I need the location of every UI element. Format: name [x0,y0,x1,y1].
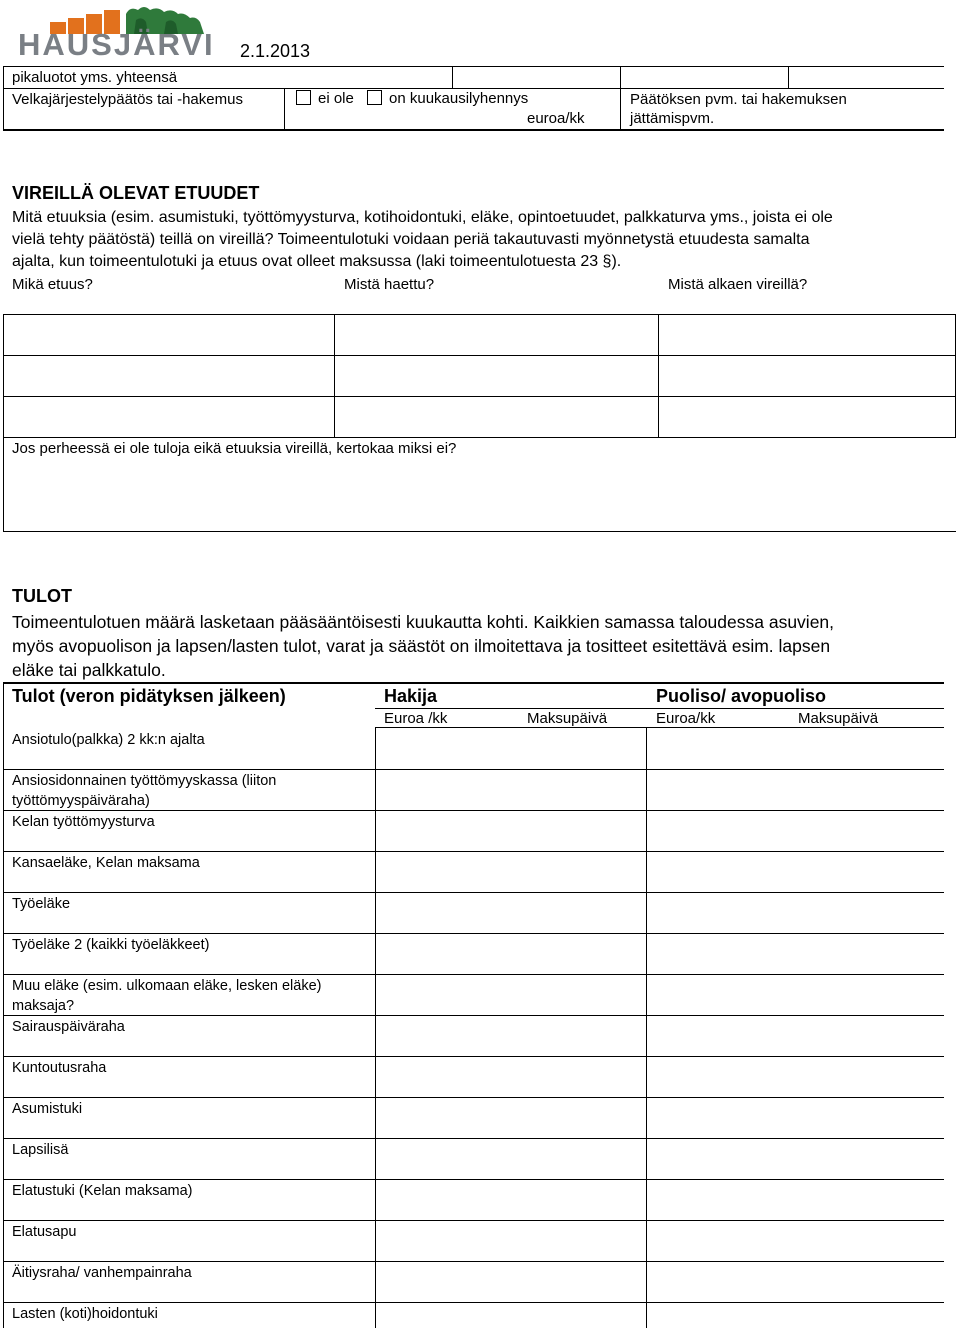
applicant-amount-cell[interactable] [376,769,645,808]
pending-row-3[interactable] [4,397,954,436]
partner-amount-cell[interactable] [647,1097,944,1136]
income-row-label: Työeläke 2 (kaikki työeläkkeet) [12,937,210,953]
col-which-benefit: Mikä etuus? [12,276,93,293]
pending-row-1[interactable] [4,315,954,354]
col-partner: Puoliso/ avopuoliso [656,686,827,706]
income-row-label: Ansiotulo(palkka) 2 kk:n ajalta [12,732,205,748]
income-intro-line1: Toimeentulotuen määrä lasketaan pääsääntöisesti kuukautta kohti. Kaikkien samassa taloudessa asuvien, [12,612,835,632]
applicant-amount-cell[interactable] [376,851,645,890]
income-row-label: Muu eläke (esim. ulkomaan eläke, lesken eläke) [12,978,322,994]
no-arrangement-checkbox[interactable] [296,90,311,105]
income-row-label: Lasten (koti)hoidontuki [12,1306,158,1322]
col-income-after-tax: Tulot (veron pidätyksen jälkeen) [12,686,286,706]
partner-amount-cell[interactable] [647,974,944,1013]
applicant-amount-cell[interactable] [376,974,645,1013]
applicant-amount-cell[interactable] [376,1220,645,1259]
partner-amount-cell[interactable] [647,1056,944,1095]
income-row-label: työttömyyspäiväraha) [12,793,150,809]
income-row-label: Äitiysraha/ vanhempainraha [12,1265,192,1281]
partner-amount-cell[interactable] [647,1261,944,1300]
sub-payday-applicant: Maksupäivä [527,710,608,727]
partner-amount-cell[interactable] [647,1138,944,1177]
amount-unit-label: euroa/kk [527,110,585,127]
applicant-amount-cell[interactable] [376,1138,645,1177]
applicant-amount-cell[interactable] [376,810,645,849]
applicant-amount-cell[interactable] [376,1302,645,1341]
applicant-amount-cell[interactable] [376,1015,645,1054]
applicant-amount-cell[interactable] [376,1261,645,1300]
sub-euro-partner: Euroa/kk [656,710,716,727]
pending-para-line1: Mitä etuuksia (esim. asumistuki, työttömyysturva, kotihoidontuki, eläke, opintoetuudet, palkkaturva yms., joista ei ole [12,209,833,226]
partner-amount-cell[interactable] [647,1015,944,1054]
partner-amount-cell[interactable] [647,1302,944,1341]
pikaluotot-total-label: pikaluotot yms. yhteensä [12,69,178,86]
applicant-amount-cell[interactable] [376,1179,645,1218]
partner-amount-cell[interactable] [647,1179,944,1218]
no-arrangement-label: ei ole [318,90,354,107]
sub-euro-applicant: Euroa /kk [384,710,448,727]
pending-para-line2: vielä tehty päätöstä) teillä on vireillä? Toimeentulotuki voidaan periä takautuvasti myönnetystä etuudesta samalta [12,231,810,248]
applicant-amount-cell[interactable] [376,933,645,972]
income-row-label: Ansiosidonnainen työttömyyskassa (liiton [12,773,277,789]
income-row-label: Kelan työttömyysturva [12,814,155,830]
income-row-label: Sairauspäiväraha [12,1019,125,1035]
sub-payday-partner: Maksupäivä [798,710,879,727]
applicant-amount-cell[interactable] [376,1056,645,1095]
pending-benefits-heading: VIREILLÄ OLEVAT ETUUDET [12,183,260,203]
partner-amount-cell[interactable] [647,851,944,890]
monthly-installment-label: on kuukausilyhennys [389,90,529,107]
logo [14,4,229,62]
document-date: 2.1.2013 [240,41,311,61]
income-intro-line2: myös avopuolison ja lapsen/lasten tulot, varat ja säästöt on ilmoitettava ja tositteet esitettävä esim. lapsen [12,636,831,656]
income-row-label: Asumistuki [12,1101,83,1117]
monthly-installment-checkbox[interactable] [367,90,382,105]
logo-text: HAUSJÄRVI [18,27,215,62]
income-row-label: Elatustuki (Kelan maksama) [12,1183,193,1199]
income-row-label: Kuntoutusraha [12,1060,107,1076]
partner-amount-cell[interactable] [647,810,944,849]
applicant-amount-cell[interactable] [376,892,645,931]
decision-date-label-2: jättämispvm. [630,110,715,127]
income-heading: TULOT [12,586,72,606]
partner-amount-cell[interactable] [647,933,944,972]
partner-amount-cell[interactable] [647,892,944,931]
pending-row-2[interactable] [4,356,954,395]
income-row-label: Lapsilisä [12,1142,69,1158]
partner-amount-cell[interactable] [647,769,944,808]
debt-arrangement-label: Velkajärjestelypäätös tai -hakemus [12,91,243,108]
col-pending-since: Mistä alkaen vireillä? [668,276,808,293]
no-income-answer-area[interactable] [4,460,954,530]
income-row-label: maksaja? [12,998,75,1014]
col-applied-where: Mistä haettu? [344,276,435,293]
income-row-label: Elatusapu [12,1224,77,1240]
partner-amount-cell[interactable] [647,1220,944,1259]
decision-date-label-1: Päätöksen pvm. tai hakemuksen [630,91,847,108]
col-applicant: Hakija [384,686,438,706]
income-intro-line3: eläke tai palkkatulo. [12,660,166,680]
applicant-amount-cell[interactable] [376,1097,645,1136]
income-row-label: Kansaeläke, Kelan maksama [12,855,200,871]
pending-para-line3: ajalta, kun toimeentulotuki ja etuus ovat olleet maksussa (laki toimeentulotuesta 23 §). [12,253,622,270]
applicant-amount-cell[interactable] [376,728,645,767]
partner-amount-cell[interactable] [647,728,944,767]
income-row-label: Työeläke [12,896,71,912]
no-income-question: Jos perheessä ei ole tuloja eikä etuuksia vireillä, kertokaa miksi ei? [12,440,457,457]
